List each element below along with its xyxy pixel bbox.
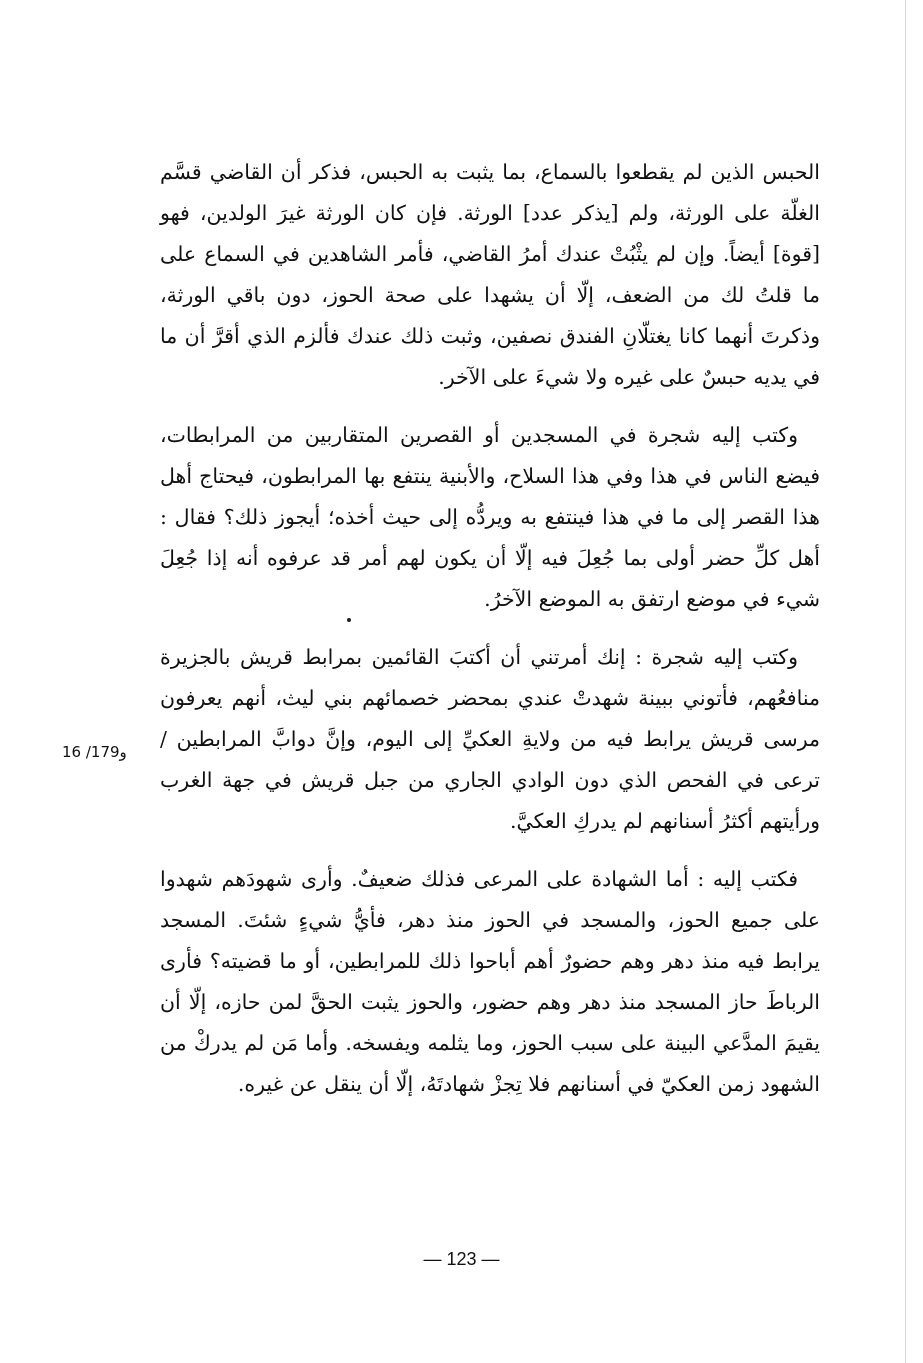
paragraph-4: فكتب إليه : أما الشهادة على المرعى فذلك ضعيفٌ. وأرى شهودَهم شهدوا على جميع الحوز، والمسجد في الحوز منذ دهر، فأيُّ شيءٍ شئتَ. المسجد يرابط فيه منذ دهر وهم حضورٌ أهم أباحوا ذلك للمرابطين، أو ما قضيته؟ فأرى الرباطَ حاز المسجد منذ دهر وهم حضور، والحوز يثبت الحقَّ لمن حازه، إلّا أن يقيمَ المدَّعي البينة على سبب الحوز، وما يثلمه ويفسخه. وأما مَن لم يدركْ من الشهود زمن العكيّ في أسنانهم فلا تِجزْ شهادتَهُ، إلّا أن ينقل عن غيره. [160, 867, 820, 1096]
folio-margin-note: 16 /179و [62, 743, 127, 761]
page-number: — 123 — [423, 1249, 500, 1269]
paragraph-3: وكتب إليه شجرة : إنك أمرتني أن أكتبَ القائمين بمرابط قريش بالجزيرة منافعُهم، فأتوني ببينة شهدتْ عندي بمحضر خصمائهم بني ليث، أنهم يعرفون مرسى قريش يرابط فيه من ولايةِ العكيِّ إلى اليوم، وإنَّ دوابَّ المرابطين / ترعى في الفحص الذي دون الوادي الجاري من جبل قريش في جهة الغرب ورأيتهم أكثرُ أسنانهم لم يدركِ العكيَّ. [160, 645, 820, 833]
paragraph-1: الحبس الذين لم يقطعوا بالسماع، بما يثبت به الحبس، فذكر أن القاضي قسَّم الغلّة على الورثة، ولم [يذكر عدد] الورثة. فإن كان الورثة غيرَ الولدين، فهو [قوة] أيضاً. وإن لم يثْبُتْ عندك أمرُ القاضي، فأمر الشاهدين في السماع على ما قلتُ لك من الضعف، إلّا أن يشهدا على صحة الحوز، دون باقي الورثة، وذكرتَ أنهما كانا يغتلّانِ الفندق نصفين، وثبت ذلك عندك فألزم الذي أقرَّ أن ما في يديه حبسٌ على غيره ولا شيءَ على الآخر. [160, 160, 820, 389]
body-text [160, 152, 820, 1105]
page-edge-line [905, 0, 906, 1363]
paragraph-2: وكتب إليه شجرة في المسجدين أو القصرين المتقاربين من المرابطات، فيضع الناس في هذا وفي هذا السلاح، والأبنية ينتفع بها المرابطون، فيحتاج أهل هذا القصر إلى ما في هذا فينتفع به ويردُّه إلى حيث أخذه؛ أيجوز ذلك؟ فقال : أهل كلِّ حضر أولى بما جُعِلَ فيه إلّا أن يكون لهم أمر قد عرفوه أنه إذا جُعِلَ شيء في موضع ارتفق به الموضع الآخرُ. [160, 423, 820, 611]
stray-dot [347, 618, 351, 622]
